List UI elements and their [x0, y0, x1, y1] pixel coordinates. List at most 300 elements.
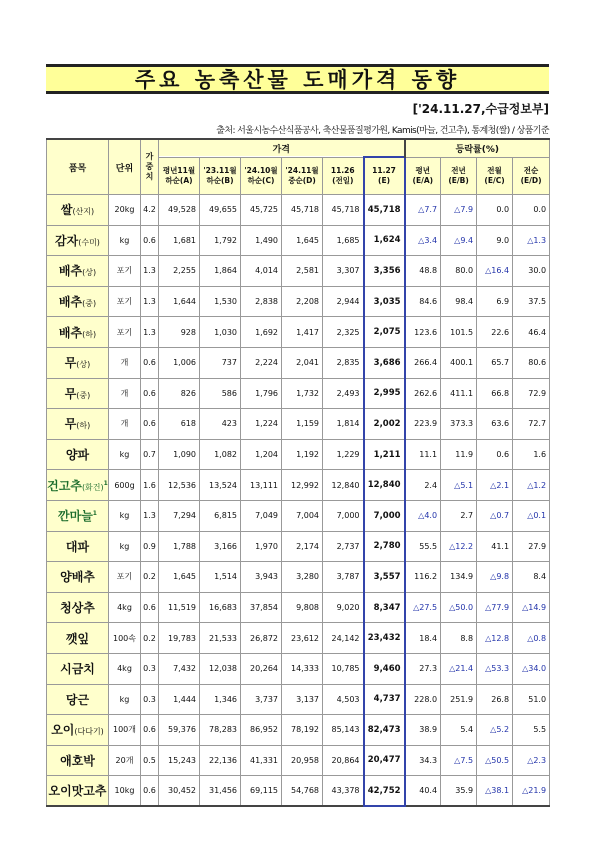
- rate-vs-month-cell: 65.7: [477, 347, 513, 378]
- item-name-cell: [47, 684, 109, 715]
- last-year-price-cell: 22,136: [200, 745, 241, 776]
- item-name: 양파: [65, 448, 90, 463]
- rate-vs-avg-cell: 18.4: [405, 623, 441, 654]
- rate-vs-avg-cell: 27.3: [405, 653, 441, 684]
- current-price-cell: 20,477: [364, 745, 405, 776]
- table-row: [47, 317, 550, 348]
- header-previous-day: 11.26 (전일): [323, 157, 364, 195]
- unit-cell: 포기: [109, 317, 141, 348]
- weight-cell: 0.6: [141, 378, 159, 409]
- rate-vs-avg-cell: 40.4: [405, 776, 441, 807]
- item-name: 오이맛고추: [48, 784, 107, 799]
- item-name: 당근: [65, 692, 90, 707]
- rate-vs-month-cell: 66.8: [477, 378, 513, 409]
- avg-year-price-cell: 30,452: [159, 776, 200, 807]
- last-year-price-cell: 49,655: [200, 195, 241, 226]
- unit-cell: kg: [109, 500, 141, 531]
- rate-vs-month-cell: 0.0: [477, 195, 513, 226]
- unit-cell: 포기: [109, 286, 141, 317]
- rate-vs-avg-cell: 262.6: [405, 378, 441, 409]
- item-name: 오이: [51, 723, 75, 738]
- rate-vs-avg-cell: 84.6: [405, 286, 441, 317]
- rate-vs-year-cell: 2.7: [441, 500, 477, 531]
- item-name-cell: [47, 562, 109, 593]
- current-price-cell: 2,075: [364, 317, 405, 348]
- header-avg-year: 평년11월 하순(A): [159, 157, 200, 195]
- item-name-cell: [47, 439, 109, 470]
- unit-cell: 100속: [109, 623, 141, 654]
- current-price-cell: 23,432: [364, 623, 405, 654]
- rate-vs-month-cell: △53.3: [477, 653, 513, 684]
- table-row: [47, 195, 550, 226]
- mid-month-price-cell: 23,612: [282, 623, 323, 654]
- header-current-day: 11.27 (E): [364, 157, 405, 195]
- avg-year-price-cell: 1,645: [159, 562, 200, 593]
- last-month-price-cell: 1,490: [241, 225, 282, 256]
- item-name: 깻잎: [65, 631, 90, 646]
- last-month-price-cell: 3,737: [241, 684, 282, 715]
- item-name-cell: [47, 531, 109, 562]
- rate-vs-year-cell: 101.5: [441, 317, 477, 348]
- current-price-cell: 7,000: [364, 500, 405, 531]
- header-last-month: '24.10월 하순(C): [241, 157, 282, 195]
- item-name-cell: [47, 776, 109, 807]
- rate-vs-avg-cell: 228.0: [405, 684, 441, 715]
- unit-cell: 10kg: [109, 776, 141, 807]
- weight-cell: 1.6: [141, 470, 159, 501]
- mid-month-price-cell: 2,208: [282, 286, 323, 317]
- item-name-cell: [47, 347, 109, 378]
- unit-cell: 포기: [109, 256, 141, 287]
- current-price-cell: 3,356: [364, 256, 405, 287]
- rate-vs-avg-cell: △4.0: [405, 500, 441, 531]
- last-year-price-cell: 737: [200, 347, 241, 378]
- previous-day-price-cell: 9,020: [323, 592, 364, 623]
- item-name-cell: [47, 745, 109, 776]
- last-month-price-cell: 86,952: [241, 715, 282, 746]
- header-rate-vs-month: 전월 (E/C): [477, 157, 513, 195]
- weight-cell: 0.6: [141, 592, 159, 623]
- rate-vs-month-cell: 22.6: [477, 317, 513, 348]
- last-month-price-cell: 1,692: [241, 317, 282, 348]
- rate-vs-month-cell: 26.8: [477, 684, 513, 715]
- unit-cell: 개: [109, 378, 141, 409]
- rate-vs-avg-cell: △3.4: [405, 225, 441, 256]
- rate-vs-year-cell: 35.9: [441, 776, 477, 807]
- rate-vs-decade-cell: 8.4: [513, 562, 550, 593]
- rate-vs-avg-cell: 48.8: [405, 256, 441, 287]
- item-name-cell: [47, 653, 109, 684]
- header-rate-vs-decade: 전순 (E/D): [513, 157, 550, 195]
- last-month-price-cell: 26,872: [241, 623, 282, 654]
- last-month-price-cell: 13,111: [241, 470, 282, 501]
- previous-day-price-cell: 4,503: [323, 684, 364, 715]
- wholesale-price-table: [46, 138, 550, 807]
- item-name: 감자: [55, 233, 79, 248]
- rate-vs-month-cell: △9.8: [477, 562, 513, 593]
- previous-day-price-cell: 1,229: [323, 439, 364, 470]
- rate-vs-month-cell: 6.9: [477, 286, 513, 317]
- current-price-cell: 9,460: [364, 653, 405, 684]
- rate-vs-year-cell: △50.0: [441, 592, 477, 623]
- last-month-price-cell: 37,854: [241, 592, 282, 623]
- item-name-cell: [47, 500, 109, 531]
- avg-year-price-cell: 49,528: [159, 195, 200, 226]
- mid-month-price-cell: 1,645: [282, 225, 323, 256]
- item-grade: (화건): [81, 482, 104, 492]
- header-weight: 가중치: [141, 139, 159, 195]
- item-name-cell: [47, 470, 109, 501]
- item-name-cell: [47, 409, 109, 440]
- header-rate-vs-avg: 평년 (E/A): [405, 157, 441, 195]
- current-price-cell: 2,780: [364, 531, 405, 562]
- rate-vs-month-cell: △0.7: [477, 500, 513, 531]
- mid-month-price-cell: 9,808: [282, 592, 323, 623]
- previous-day-price-cell: 3,787: [323, 562, 364, 593]
- rate-vs-decade-cell: △0.1: [513, 500, 550, 531]
- mid-month-price-cell: 45,718: [282, 195, 323, 226]
- last-month-price-cell: 1,224: [241, 409, 282, 440]
- last-month-price-cell: 7,049: [241, 500, 282, 531]
- report-date-department: ['24.11.27,수급정보부]: [412, 102, 549, 116]
- avg-year-price-cell: 1,444: [159, 684, 200, 715]
- mid-month-price-cell: 1,417: [282, 317, 323, 348]
- current-price-cell: 2,002: [364, 409, 405, 440]
- unit-cell: 20kg: [109, 195, 141, 226]
- rate-vs-year-cell: △7.5: [441, 745, 477, 776]
- avg-year-price-cell: 1,681: [159, 225, 200, 256]
- last-month-price-cell: 2,224: [241, 347, 282, 378]
- unit-cell: 4kg: [109, 653, 141, 684]
- weight-cell: 1.3: [141, 256, 159, 287]
- item-grade: (중): [76, 390, 91, 400]
- current-price-cell: 3,686: [364, 347, 405, 378]
- last-year-price-cell: 31,456: [200, 776, 241, 807]
- table-row: [47, 684, 550, 715]
- weight-cell: 0.6: [141, 409, 159, 440]
- unit-cell: 600g: [109, 470, 141, 501]
- rate-vs-avg-cell: 266.4: [405, 347, 441, 378]
- data-source-note: 출처: 서울시농수산식품공사, 축산물품질평가원, Kamis(마늘, 건고추), 통계청(쌀) / 상품기준: [216, 126, 549, 136]
- last-month-price-cell: 45,725: [241, 195, 282, 226]
- current-price-cell: 4,737: [364, 684, 405, 715]
- weight-cell: 0.3: [141, 684, 159, 715]
- previous-day-price-cell: 3,307: [323, 256, 364, 287]
- current-price-cell: 1,624: [364, 225, 405, 256]
- previous-day-price-cell: 12,840: [323, 470, 364, 501]
- item-grade: (중): [82, 299, 97, 309]
- weight-cell: 1.3: [141, 317, 159, 348]
- rate-vs-month-cell: △12.8: [477, 623, 513, 654]
- last-year-price-cell: 16,683: [200, 592, 241, 623]
- table-row: [47, 470, 550, 501]
- table-row: [47, 623, 550, 654]
- last-year-price-cell: 1,082: [200, 439, 241, 470]
- avg-year-price-cell: 12,536: [159, 470, 200, 501]
- rate-vs-avg-cell: 55.5: [405, 531, 441, 562]
- item-name-cell: [47, 592, 109, 623]
- previous-day-price-cell: 2,737: [323, 531, 364, 562]
- rate-vs-year-cell: △12.2: [441, 531, 477, 562]
- avg-year-price-cell: 1,788: [159, 531, 200, 562]
- item-name: 대파: [65, 539, 90, 554]
- avg-year-price-cell: 7,294: [159, 500, 200, 531]
- rate-vs-year-cell: △7.9: [441, 195, 477, 226]
- header-rate-vs-year: 전년 (E/B): [441, 157, 477, 195]
- rate-vs-decade-cell: 5.5: [513, 715, 550, 746]
- last-year-price-cell: 1,864: [200, 256, 241, 287]
- weight-cell: 0.6: [141, 715, 159, 746]
- avg-year-price-cell: 1,644: [159, 286, 200, 317]
- rate-vs-decade-cell: 72.7: [513, 409, 550, 440]
- table-row: [47, 409, 550, 440]
- last-year-price-cell: 6,815: [200, 500, 241, 531]
- item-grade: (하): [82, 329, 97, 339]
- item-name: 청상추: [60, 601, 95, 616]
- last-year-price-cell: 423: [200, 409, 241, 440]
- table-row: [47, 715, 550, 746]
- rate-vs-year-cell: 251.9: [441, 684, 477, 715]
- avg-year-price-cell: 11,519: [159, 592, 200, 623]
- item-name-cell: [47, 715, 109, 746]
- avg-year-price-cell: 2,255: [159, 256, 200, 287]
- table-row: [47, 225, 550, 256]
- previous-day-price-cell: 1,685: [323, 225, 364, 256]
- item-name: 무: [64, 356, 77, 371]
- rate-vs-year-cell: 400.1: [441, 347, 477, 378]
- rate-vs-avg-cell: △7.7: [405, 195, 441, 226]
- rate-vs-decade-cell: △34.0: [513, 653, 550, 684]
- rate-vs-decade-cell: 30.0: [513, 256, 550, 287]
- mid-month-price-cell: 54,768: [282, 776, 323, 807]
- rate-vs-decade-cell: 1.6: [513, 439, 550, 470]
- mid-month-price-cell: 14,333: [282, 653, 323, 684]
- rate-vs-decade-cell: △1.2: [513, 470, 550, 501]
- weight-cell: 0.6: [141, 347, 159, 378]
- rate-vs-avg-cell: 34.3: [405, 745, 441, 776]
- unit-cell: 4kg: [109, 592, 141, 623]
- item-grade: (하): [76, 421, 91, 431]
- item-name-cell: [47, 317, 109, 348]
- item-grade: (상): [76, 360, 91, 370]
- weight-cell: 0.5: [141, 745, 159, 776]
- previous-day-price-cell: 24,142: [323, 623, 364, 654]
- rate-vs-decade-cell: 27.9: [513, 531, 550, 562]
- last-year-price-cell: 1,030: [200, 317, 241, 348]
- last-month-price-cell: 1,970: [241, 531, 282, 562]
- table-row: [47, 378, 550, 409]
- unit-cell: kg: [109, 684, 141, 715]
- rate-vs-year-cell: 8.8: [441, 623, 477, 654]
- rate-vs-avg-cell: △27.5: [405, 592, 441, 623]
- previous-day-price-cell: 2,493: [323, 378, 364, 409]
- previous-day-price-cell: 2,325: [323, 317, 364, 348]
- weight-cell: 0.2: [141, 623, 159, 654]
- rate-vs-year-cell: 5.4: [441, 715, 477, 746]
- unit-cell: kg: [109, 531, 141, 562]
- table-row: [47, 653, 550, 684]
- weight-cell: 4.2: [141, 195, 159, 226]
- mid-month-price-cell: 2,581: [282, 256, 323, 287]
- mid-month-price-cell: 7,004: [282, 500, 323, 531]
- item-name: 무: [64, 417, 77, 432]
- mid-month-price-cell: 1,159: [282, 409, 323, 440]
- item-name: 무: [64, 386, 77, 401]
- mid-month-price-cell: 1,192: [282, 439, 323, 470]
- unit-cell: 포기: [109, 562, 141, 593]
- mid-month-price-cell: 2,174: [282, 531, 323, 562]
- last-year-price-cell: 586: [200, 378, 241, 409]
- previous-day-price-cell: 45,718: [323, 195, 364, 226]
- header-item: 품목: [47, 139, 109, 195]
- table-row: [47, 776, 550, 807]
- previous-day-price-cell: 43,378: [323, 776, 364, 807]
- previous-day-price-cell: 1,814: [323, 409, 364, 440]
- last-year-price-cell: 13,524: [200, 470, 241, 501]
- rate-vs-decade-cell: △2.3: [513, 745, 550, 776]
- item-footnote: 1: [103, 479, 108, 487]
- weight-cell: 1.3: [141, 500, 159, 531]
- previous-day-price-cell: 2,835: [323, 347, 364, 378]
- rate-vs-decade-cell: 46.4: [513, 317, 550, 348]
- mid-month-price-cell: 20,958: [282, 745, 323, 776]
- item-grade: (수미): [78, 237, 100, 247]
- unit-cell: 개: [109, 409, 141, 440]
- avg-year-price-cell: 19,783: [159, 623, 200, 654]
- rate-vs-avg-cell: 223.9: [405, 409, 441, 440]
- current-price-cell: 3,557: [364, 562, 405, 593]
- rate-vs-decade-cell: 0.0: [513, 195, 550, 226]
- unit-cell: kg: [109, 439, 141, 470]
- table-row: [47, 286, 550, 317]
- last-year-price-cell: 1,514: [200, 562, 241, 593]
- last-month-price-cell: 1,796: [241, 378, 282, 409]
- rate-vs-month-cell: △2.1: [477, 470, 513, 501]
- item-name-cell: [47, 225, 109, 256]
- current-price-cell: 8,347: [364, 592, 405, 623]
- last-month-price-cell: 4,014: [241, 256, 282, 287]
- item-name: 건고추: [47, 478, 82, 493]
- rate-vs-year-cell: △5.1: [441, 470, 477, 501]
- table-row: [47, 439, 550, 470]
- item-name-cell: [47, 623, 109, 654]
- item-name-cell: [47, 378, 109, 409]
- table-row: [47, 256, 550, 287]
- rate-vs-year-cell: △21.4: [441, 653, 477, 684]
- rate-vs-decade-cell: △21.9: [513, 776, 550, 807]
- rate-vs-month-cell: 63.6: [477, 409, 513, 440]
- rate-vs-year-cell: 373.3: [441, 409, 477, 440]
- current-price-cell: 82,473: [364, 715, 405, 746]
- item-name-cell: [47, 195, 109, 226]
- unit-cell: 100개: [109, 715, 141, 746]
- rate-vs-month-cell: △77.9: [477, 592, 513, 623]
- rate-vs-month-cell: △38.1: [477, 776, 513, 807]
- mid-month-price-cell: 1,732: [282, 378, 323, 409]
- last-month-price-cell: 1,204: [241, 439, 282, 470]
- avg-year-price-cell: 1,090: [159, 439, 200, 470]
- rate-vs-year-cell: △9.4: [441, 225, 477, 256]
- item-footnote: 1: [92, 510, 97, 518]
- last-year-price-cell: 3,166: [200, 531, 241, 562]
- rate-vs-month-cell: △16.4: [477, 256, 513, 287]
- current-price-cell: 12,840: [364, 470, 405, 501]
- last-year-price-cell: 12,038: [200, 653, 241, 684]
- table-row: [47, 745, 550, 776]
- rate-vs-decade-cell: 80.6: [513, 347, 550, 378]
- unit-cell: 개: [109, 347, 141, 378]
- item-name-cell: [47, 286, 109, 317]
- header-rate-group: 등락률(%): [405, 139, 550, 157]
- previous-day-price-cell: 20,864: [323, 745, 364, 776]
- rate-vs-decade-cell: 51.0: [513, 684, 550, 715]
- last-year-price-cell: 78,283: [200, 715, 241, 746]
- weight-cell: 0.9: [141, 531, 159, 562]
- item-name: 깐마늘: [58, 509, 93, 524]
- rate-vs-avg-cell: 116.2: [405, 562, 441, 593]
- avg-year-price-cell: 1,006: [159, 347, 200, 378]
- item-name: 배추: [58, 325, 83, 340]
- last-month-price-cell: 2,838: [241, 286, 282, 317]
- avg-year-price-cell: 928: [159, 317, 200, 348]
- rate-vs-year-cell: 98.4: [441, 286, 477, 317]
- weight-cell: 0.6: [141, 225, 159, 256]
- current-price-cell: 45,718: [364, 195, 405, 226]
- item-name-cell: [47, 256, 109, 287]
- weight-cell: 1.3: [141, 286, 159, 317]
- previous-day-price-cell: 10,785: [323, 653, 364, 684]
- last-year-price-cell: 21,533: [200, 623, 241, 654]
- last-month-price-cell: 3,943: [241, 562, 282, 593]
- mid-month-price-cell: 2,041: [282, 347, 323, 378]
- rate-vs-year-cell: 11.9: [441, 439, 477, 470]
- avg-year-price-cell: 826: [159, 378, 200, 409]
- previous-day-price-cell: 7,000: [323, 500, 364, 531]
- current-price-cell: 1,211: [364, 439, 405, 470]
- mid-month-price-cell: 12,992: [282, 470, 323, 501]
- rate-vs-month-cell: △50.5: [477, 745, 513, 776]
- mid-month-price-cell: 78,192: [282, 715, 323, 746]
- item-name: 시금치: [60, 662, 95, 677]
- header-price-group: 가격: [159, 139, 405, 157]
- rate-vs-year-cell: 411.1: [441, 378, 477, 409]
- avg-year-price-cell: 15,243: [159, 745, 200, 776]
- header-last-year: '23.11월 하순(B): [200, 157, 241, 195]
- last-month-price-cell: 20,264: [241, 653, 282, 684]
- table-row: [47, 592, 550, 623]
- current-price-cell: 3,035: [364, 286, 405, 317]
- rate-vs-avg-cell: 38.9: [405, 715, 441, 746]
- rate-vs-decade-cell: △1.3: [513, 225, 550, 256]
- avg-year-price-cell: 59,376: [159, 715, 200, 746]
- avg-year-price-cell: 7,432: [159, 653, 200, 684]
- item-name: 애호박: [60, 753, 95, 768]
- last-year-price-cell: 1,346: [200, 684, 241, 715]
- rate-vs-year-cell: 134.9: [441, 562, 477, 593]
- unit-cell: 20개: [109, 745, 141, 776]
- unit-cell: kg: [109, 225, 141, 256]
- item-grade: (산지): [72, 207, 95, 217]
- rate-vs-decade-cell: △0.8: [513, 623, 550, 654]
- item-grade: (다다기): [74, 727, 104, 737]
- last-month-price-cell: 41,331: [241, 745, 282, 776]
- weight-cell: 0.6: [141, 776, 159, 807]
- last-month-price-cell: 69,115: [241, 776, 282, 807]
- table-row: [47, 500, 550, 531]
- item-grade: (상): [82, 268, 97, 278]
- rate-vs-year-cell: 80.0: [441, 256, 477, 287]
- last-year-price-cell: 1,792: [200, 225, 241, 256]
